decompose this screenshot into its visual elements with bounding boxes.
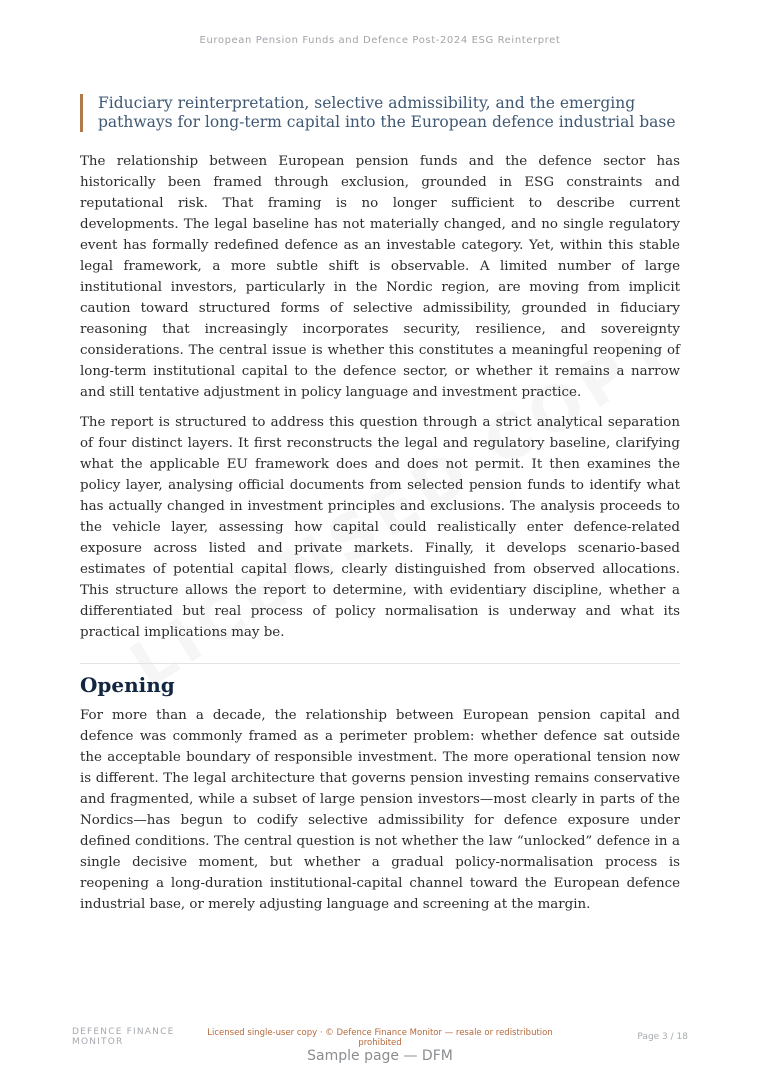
running-header-title: European Pension Funds and Defence Post-2024 ESG Reinterpret — [199, 35, 561, 46]
intro-paragraph-2: The report is structured to address this question through a strict analytical separation of four distinct layers. It first reconstructs the legal and regulatory baseline, clarifying what the applicable EU framework does and does not permit. It then examines the policy layer, analysing official documents from selected pension funds to identify what has actually changed in investment principles and exclusions. The analysis proceeds to the vehicle layer, assessing how capital could realistically enter defence-related exposure across listed and private markets. Finally, it develops scenario-based estimates of potential capital flows, clearly distinguished from observed allocations. This structure allows the report to determine, with evidentiary discipline, whether a differentiated but real process of policy normalisation is underway and what its practical implications may be. — [80, 415, 680, 640]
document-subtitle: Fiduciary reinterpretation, selective admissibility, and the emerging pathways for long-term capital into the European defence industrial base — [80, 94, 680, 132]
page-number: Page 3 / 18 — [637, 1032, 688, 1042]
section-divider — [80, 663, 680, 664]
section-paragraph: For more than a decade, the relationship between European pension capital and defence was commonly framed as a perimeter problem: whether defence sat outside the acceptable boundary of responsible investment. The more operational tension now is different. The legal architecture that governs pension investing remains conservative and fragmented, while a subset of large pension investors—most clearly in parts of the Nordics—has begun to codify selective admissibility for defence exposure under defined conditions. The central question is not whether the law “unlocked” defence in a single decisive moment, but whether a gradual policy-normalisation process is reopening a long-duration institutional-capital channel toward the European defence industrial base, or merely adjusting language and screening at the margin. — [80, 708, 680, 912]
section-heading: Opening — [80, 673, 175, 697]
sample-page-label: Sample page — DFM — [307, 1048, 453, 1064]
intro-paragraph-1: The relationship between European pension funds and the defence sector has historically been framed through exclusion, grounded in ESG constraints and reputational risk. That framing is no longer sufficient to describe current developments. The legal baseline has not materially changed, and no single regulatory event has formally redefined defence as an investable category. Yet, within this stable legal framework, a more subtle shift is observable. A limited number of large institutional investors, particularly in the Nordic region, are moving from implicit caution toward structured forms of selective admissibility, grounded in fiduciary reasoning that increasingly incorporates security, resilience, and sovereignty considerations. The central issue is whether this constitutes a meaningful reopening of long-term institutional capital to the defence sector, or whether it remains a narrow and still tentative adjustment in policy language and investment practice. — [80, 154, 680, 400]
footer-brand: DEFENCE FINANCE MONITOR — [72, 1027, 175, 1047]
footer-license-notice: Licensed single-user copy · © Defence Finance Monitor — resale or redistribution prohibited — [207, 1028, 553, 1048]
